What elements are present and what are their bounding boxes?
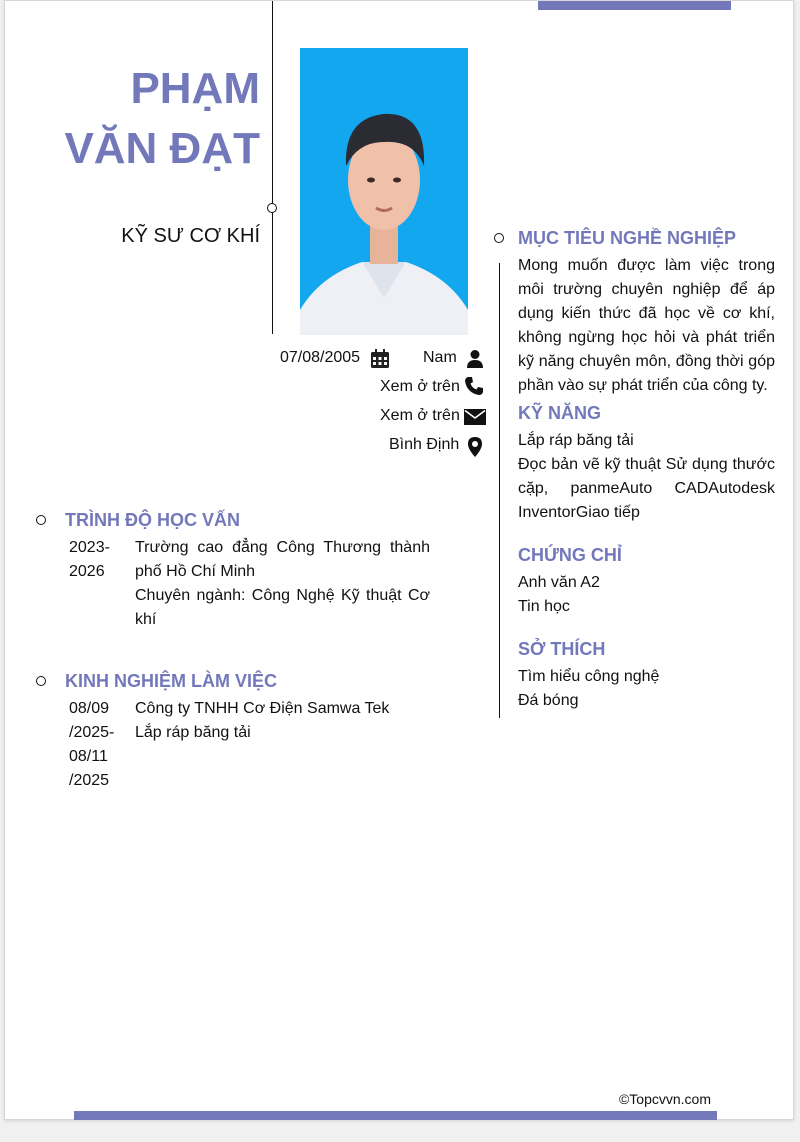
experience-dot — [36, 676, 46, 686]
envelope-icon — [464, 409, 486, 425]
copyright-note: ©Topcvvn.com — [618, 1091, 711, 1107]
education-dot — [36, 515, 46, 525]
education-period-start: 2023- — [69, 539, 110, 556]
phone-row — [380, 378, 490, 400]
calendar-icon — [370, 349, 390, 369]
top-accent-bar — [538, 1, 731, 10]
certificate-item: Anh văn A2 — [518, 574, 600, 591]
education-period-end: 2026 — [69, 563, 105, 580]
hobbies-title: SỞ THÍCH — [518, 639, 606, 659]
email-row — [380, 407, 490, 429]
experience-period-line: /2025 — [69, 772, 110, 789]
bottom-accent-bar — [74, 1111, 717, 1120]
objective-title: MỤC TIÊU NGHỀ NGHIỆP — [518, 228, 737, 248]
resume-page — [4, 0, 794, 1120]
person-icon — [465, 349, 485, 369]
hobby-item: Tìm hiểu công nghệ — [518, 668, 660, 685]
address-value: Bình Định — [389, 436, 460, 453]
objective-text: Mong muốn được làm việc trong môi trường chuyên nghiệp để áp dụng kiến thức đã học về cơ khí, không ngừng học hỏi và phát triển kỹ năng chuyên môn, đồng thời góp phần vào sự phát triển của công ty. — [518, 257, 775, 394]
experience-period-line: 08/11 — [69, 748, 108, 765]
experience-company: Công ty TNHH Cơ Điện Samwa Tek — [135, 700, 390, 717]
experience-title: KINH NGHIỆM LÀM VIỆC — [65, 671, 278, 691]
dob-row — [280, 349, 395, 371]
education-school: Trường cao đẳng Công Thương thành phố Hồ Chí Minh — [135, 539, 430, 580]
name-line-1: PHẠM — [130, 64, 260, 113]
skills-line-2: Đọc bản vẽ kỹ thuật Sử dụng thước cặp, panmeAuto CADAutodesk InventorGiao tiếp — [518, 456, 775, 521]
header-divider-dot — [267, 203, 277, 213]
skills-title: KỸ NĂNG — [518, 403, 602, 423]
gender-row — [423, 349, 487, 371]
education-period — [69, 536, 129, 584]
objective-dot — [494, 233, 504, 243]
email-value: Xem ở trên — [380, 407, 460, 424]
gender-value: Nam — [423, 349, 457, 366]
phone-value: Xem ở trên — [380, 378, 460, 395]
certificate-item: Tin học — [518, 598, 570, 615]
experience-role: Lắp ráp băng tải — [135, 724, 251, 741]
phone-icon — [464, 376, 484, 396]
education-major: Chuyên ngành: Công Nghệ Kỹ thuật Cơ khí — [135, 587, 430, 628]
skills-line-1: Lắp ráp băng tải — [518, 432, 634, 449]
name-line-2: VĂN ĐẠT — [64, 124, 260, 173]
hobby-item: Đá bóng — [518, 692, 579, 709]
map-pin-icon — [465, 436, 485, 458]
right-column-line — [499, 263, 500, 718]
dob-value: 07/08/2005 — [280, 349, 361, 366]
profile-photo-illustration — [300, 48, 468, 335]
experience-period-line: /2025- — [69, 724, 115, 741]
profile-photo — [300, 48, 468, 335]
certificates-title: CHỨNG CHỈ — [518, 545, 622, 565]
experience-period — [69, 697, 129, 793]
education-title: TRÌNH ĐỘ HỌC VẤN — [65, 510, 240, 530]
header-divider-line — [272, 1, 273, 334]
candidate-name — [64, 59, 260, 179]
address-row — [389, 436, 489, 458]
job-title: KỸ SƯ CƠ KHÍ — [121, 225, 260, 247]
experience-period-line: 08/09 — [69, 700, 110, 717]
